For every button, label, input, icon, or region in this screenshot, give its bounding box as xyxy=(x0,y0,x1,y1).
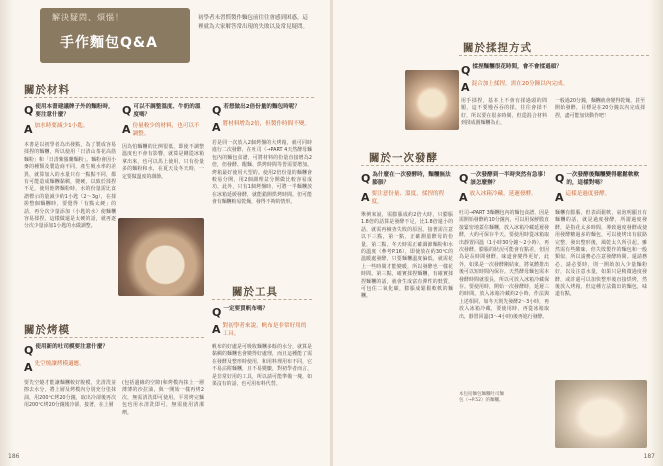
a-mark: A xyxy=(212,323,221,336)
photo-caption: 本包括麵包麵糰吐司麵包（→P.52）的麵糰。 xyxy=(459,392,504,403)
qa-block-materials-1 xyxy=(24,104,116,231)
a-mark: A xyxy=(212,121,221,134)
page-number: 186 xyxy=(8,453,20,460)
body-text: 若是同一次放入2個烤盤的大烤箱，就可同時進行二次發酵，在吐司（→PART 4天然酵母麵包內的麵包食譜，可將材料的份量直接增為2倍，但發酵、醒麵、烘烤時間等皆需要增加。烤箱最好使用大型的。使用2倍份量的麵糰會較易分開，用2個調理盆分開做比較容易成功，此外，只有1個烤盤時，可將一半麵糰放在冰箱延緩發酵，就能錯開烘烤時間。但可能會有麵糰較易乾燥，發得不夠的情形。 xyxy=(212,140,312,206)
a-mark: A xyxy=(555,191,564,204)
qa-block-proofing-2 xyxy=(459,172,549,321)
q-mark: Q xyxy=(461,64,471,77)
question-text: 一次發酵到一半時突然有急事！該怎麼辦？ xyxy=(470,172,549,186)
a-mark: A xyxy=(459,191,468,204)
body-text: 因為怕麵糰的比例很低，即使不調整溫度也不會有影響，就算是剛從冰箱拿出來，也可以馬上使用，只有份量多的麵粉和水，在夏天及冬天時，一定要做溫度的調節。 xyxy=(122,144,204,180)
question-text: 揉捏麵糰很花時間，會不會揉過頭？ xyxy=(472,64,562,70)
body-text: 本書是以初學者為出發點，為了製成容易揉捏的麵糰，所以使用「日清山茶花高筋麵粉」和「日清紫羅蘭麵粉」。麵粉會因小麥的種類及製造商不同，產生吸水率的差異，就算加入的水量只有一點點不同，都有可能造成麵糰黏稠，變硬，以致於揉捏不足，使用他牌麵粉時，水的份量需比食譜標示的量減少約1小匙（2〜3g），在揉搓整個麵糰時，要覺得「有點太硬」的話，再分次少量添加（小匙的水）使麵糰容易揉捏。這樣做還是太硬的話，就再逐分次少量添加1小匙的水做調整。 xyxy=(24,142,116,230)
answer-text: 這樣是過度發酵。 xyxy=(565,191,611,197)
section-divider xyxy=(24,97,314,98)
body-text: 要先空燒才能讓麵糰較好脫模，先清洗並擦去水分，將上層及烤模內分別充分塗抹油，用200℃烤20分鐘，取出冷卻後再次用200℃烤20分鐘後冷卻，接著，在上層 xyxy=(24,380,116,409)
left-page xyxy=(0,0,330,466)
q-mark: Q xyxy=(24,344,34,357)
question-text: 使用新的吐司模要注意什麼？ xyxy=(35,344,109,350)
body-text: 舉例來說，需膨脹成約2倍大時，只膨脹1.8倍的話算是發酵不足，比1.8倍還小的話，就需再檢查失敗的原因。接著需注意以下三點，第一點，正確測量酵母的份量，第二點，冬天時需正確調節麵粉和水的溫度（參考P.16），即使放在約30℃的溫暖處發酵，只要麵糰溫度偏低，就需花上一些時間才能變暖，所以發酵也一樣花時間。第三點，確實揉捏麵糰，有確實揉捏麵糰的話，就會生成富有彈性的麩質，可包住二氧化碳，膨脹成鬆鬆軟軟的麵糰。 xyxy=(361,212,453,300)
dough-bowl-photo xyxy=(118,218,204,296)
q-mark: Q xyxy=(459,172,469,185)
a-mark: A xyxy=(122,123,131,136)
qa-block-proofing-3 xyxy=(555,172,647,299)
body-text: 用手揉捏，基本上不會有揉過頭的問題，這不要慢吞吞的揉，往往會揉不好，所以要在很多時間，但從混合材料到揉成圓麵糰為止， xyxy=(461,98,547,127)
q-mark: Q xyxy=(24,104,34,117)
answer-text: 將材料增為2倍，但製作時間不變。 xyxy=(222,121,310,127)
question-text: 一次發酵後麵糰變得鬆鬆軟軟的，這樣對嗎？ xyxy=(566,172,640,186)
q-mark: Q xyxy=(555,172,565,185)
body-text: 麵糰有膨脹，但表面鬆軟，氣泡明顯且有麵糰的話，就是過度發酵，所謂過度發酵，是指花太多時間，導致過度發酵或使用發酵糖過多的麵包，可以使烤出有紋路完整，發出整形後，風乾太久所引起。雖然需有些酸味，但失敗製作的麵包和一般類似，所以請務必注意發酵時間。還請務必，請必要時，則一開始加入少量麵粉好，以及注意水量，如果只是稍微過度發酵，或許還可以加快整形後直接烘烤，然後放入烤箱，但這種方法做出的麵包，味道有點。 xyxy=(555,210,647,298)
risen-dough-photo xyxy=(555,380,647,448)
section-divider xyxy=(24,337,204,338)
intro-text: 初學者未習慣製作麵包前往往會感到困惑，這裡就為大家解答常出現的失敗以及常見疑問。 xyxy=(198,15,309,30)
q-mark: Q xyxy=(361,172,371,185)
section-heading-oven: 關於烤模 xyxy=(24,324,70,336)
question-text: 使用本書建議牌子外的麵粉時，要注意什麼？ xyxy=(35,104,114,118)
answer-text: 份量較少的材料，也可以不調整。 xyxy=(132,123,200,137)
a-mark: A xyxy=(24,123,33,136)
answer-text: 要注意份量、溫度，揉捏的程度。 xyxy=(371,191,445,205)
section-divider xyxy=(212,299,312,300)
body-text: 一般過20分鐘，麵糰就會變得乾燥，甚至開始發酵，目標是在20分鐘以內完成揉捏，盡可能加快動作吧！ xyxy=(555,98,645,119)
page-edge xyxy=(649,0,663,466)
qa-block-tools-1 xyxy=(212,306,312,388)
q-mark: Q xyxy=(212,306,222,319)
qa-block-materials-2 xyxy=(122,104,204,181)
answer-text: 先空燒讓烤模適應。 xyxy=(34,361,85,367)
qa-block-oven-1 xyxy=(24,344,214,374)
qa-block-kneading-1 xyxy=(461,64,651,94)
section-divider xyxy=(361,165,647,166)
q-mark: Q xyxy=(122,104,132,117)
question-text: 一定要買帆布嗎？ xyxy=(223,306,269,312)
body-text: 吐司→PART 3麵糰包內的麵包食譜，因是需開始發酵約10分鐘內，可以用保鮮膜直接緊密地蓋住麵糰，放入冰箱冷藏延遲發酵，大約可保存半天。要使用時從冰箱取出靜置回溫（1小時30分鐘〜2小時），再次發酵。膨脹的狀況可能會有點差，但因為是長時間發酵，味道會變得更好，此外，如果是一次發酵剛結束，將氣體排出後可以短時間內保存。天然酵母麵包需本發酵時間就很長，所以可放入冰箱冷藏保存。要使用時，開始一次發酵時，延遲三的時間。放入冰箱冷藏約2小時，作法與上述相同，如冬天則先發酵2〜3小時，再放入冰箱冷藏，要使用時，再從冰箱取出，靜置回溫(3〜4小時)後再進行發酵。 xyxy=(459,210,549,320)
question-text: 可以不調整溫度、牛奶的溫度嗎？ xyxy=(133,104,201,118)
section-divider xyxy=(459,55,649,56)
a-mark: A xyxy=(461,81,470,94)
answer-text: 混合加上揉捏，需在20分鐘以內完成。 xyxy=(471,81,569,87)
answer-text: 放入冰箱冷藏，延遲發酵。 xyxy=(469,191,537,197)
qa-block-materials-3 xyxy=(212,104,312,207)
section-heading-tools: 關於工具 xyxy=(232,286,278,298)
page-number: 187 xyxy=(643,453,655,460)
body-text: 帆布的好處是可吸收麵糰多餘的水分，就算是黏稠的麵糰也會變得好處理，而且這種能了需在發酵及整形時使用，和用料理用布不同，它不易沾附麵糰，且不易變皺，對初學者而言，是非常好用的工具，所以請可能準備一塊，如果沒有的話，也可用布料代替。 xyxy=(212,344,312,388)
section-heading-proofing: 關於一次發酵 xyxy=(369,152,438,164)
question-text: 為什麼在一次發酵時，麵糰無法膨脹？ xyxy=(372,172,451,186)
page-edge xyxy=(0,0,14,466)
page-title: 手作麵包Q&A xyxy=(60,35,158,51)
a-mark: A xyxy=(361,191,370,204)
answer-text: 加水時要減少1小匙。 xyxy=(34,123,89,129)
right-page xyxy=(333,0,663,466)
a-mark: A xyxy=(24,361,33,374)
body-text: (包括邊緣的空隙)和烤模內抹上一層薄薄的沙拉油，與一開始一樣再烤2次，無需清洗即可使用。平常烤完麵包也用水清洗即可，無需使用清潔劑。 xyxy=(122,380,204,416)
qa-block-proofing-1 xyxy=(361,172,453,301)
section-heading-kneading: 關於揉捏方式 xyxy=(463,42,532,54)
q-mark: Q xyxy=(212,104,222,117)
banner-subtitle: 解決疑問、煩惱！ xyxy=(52,13,124,22)
answer-text: 對初學者來說，帆布是非常好用的工具。 xyxy=(222,323,307,337)
section-heading-materials: 關於材料 xyxy=(24,84,70,96)
question-text: 若想做出2倍份量的麵包時呢？ xyxy=(223,104,300,110)
kneading-hands-photo xyxy=(405,70,459,130)
